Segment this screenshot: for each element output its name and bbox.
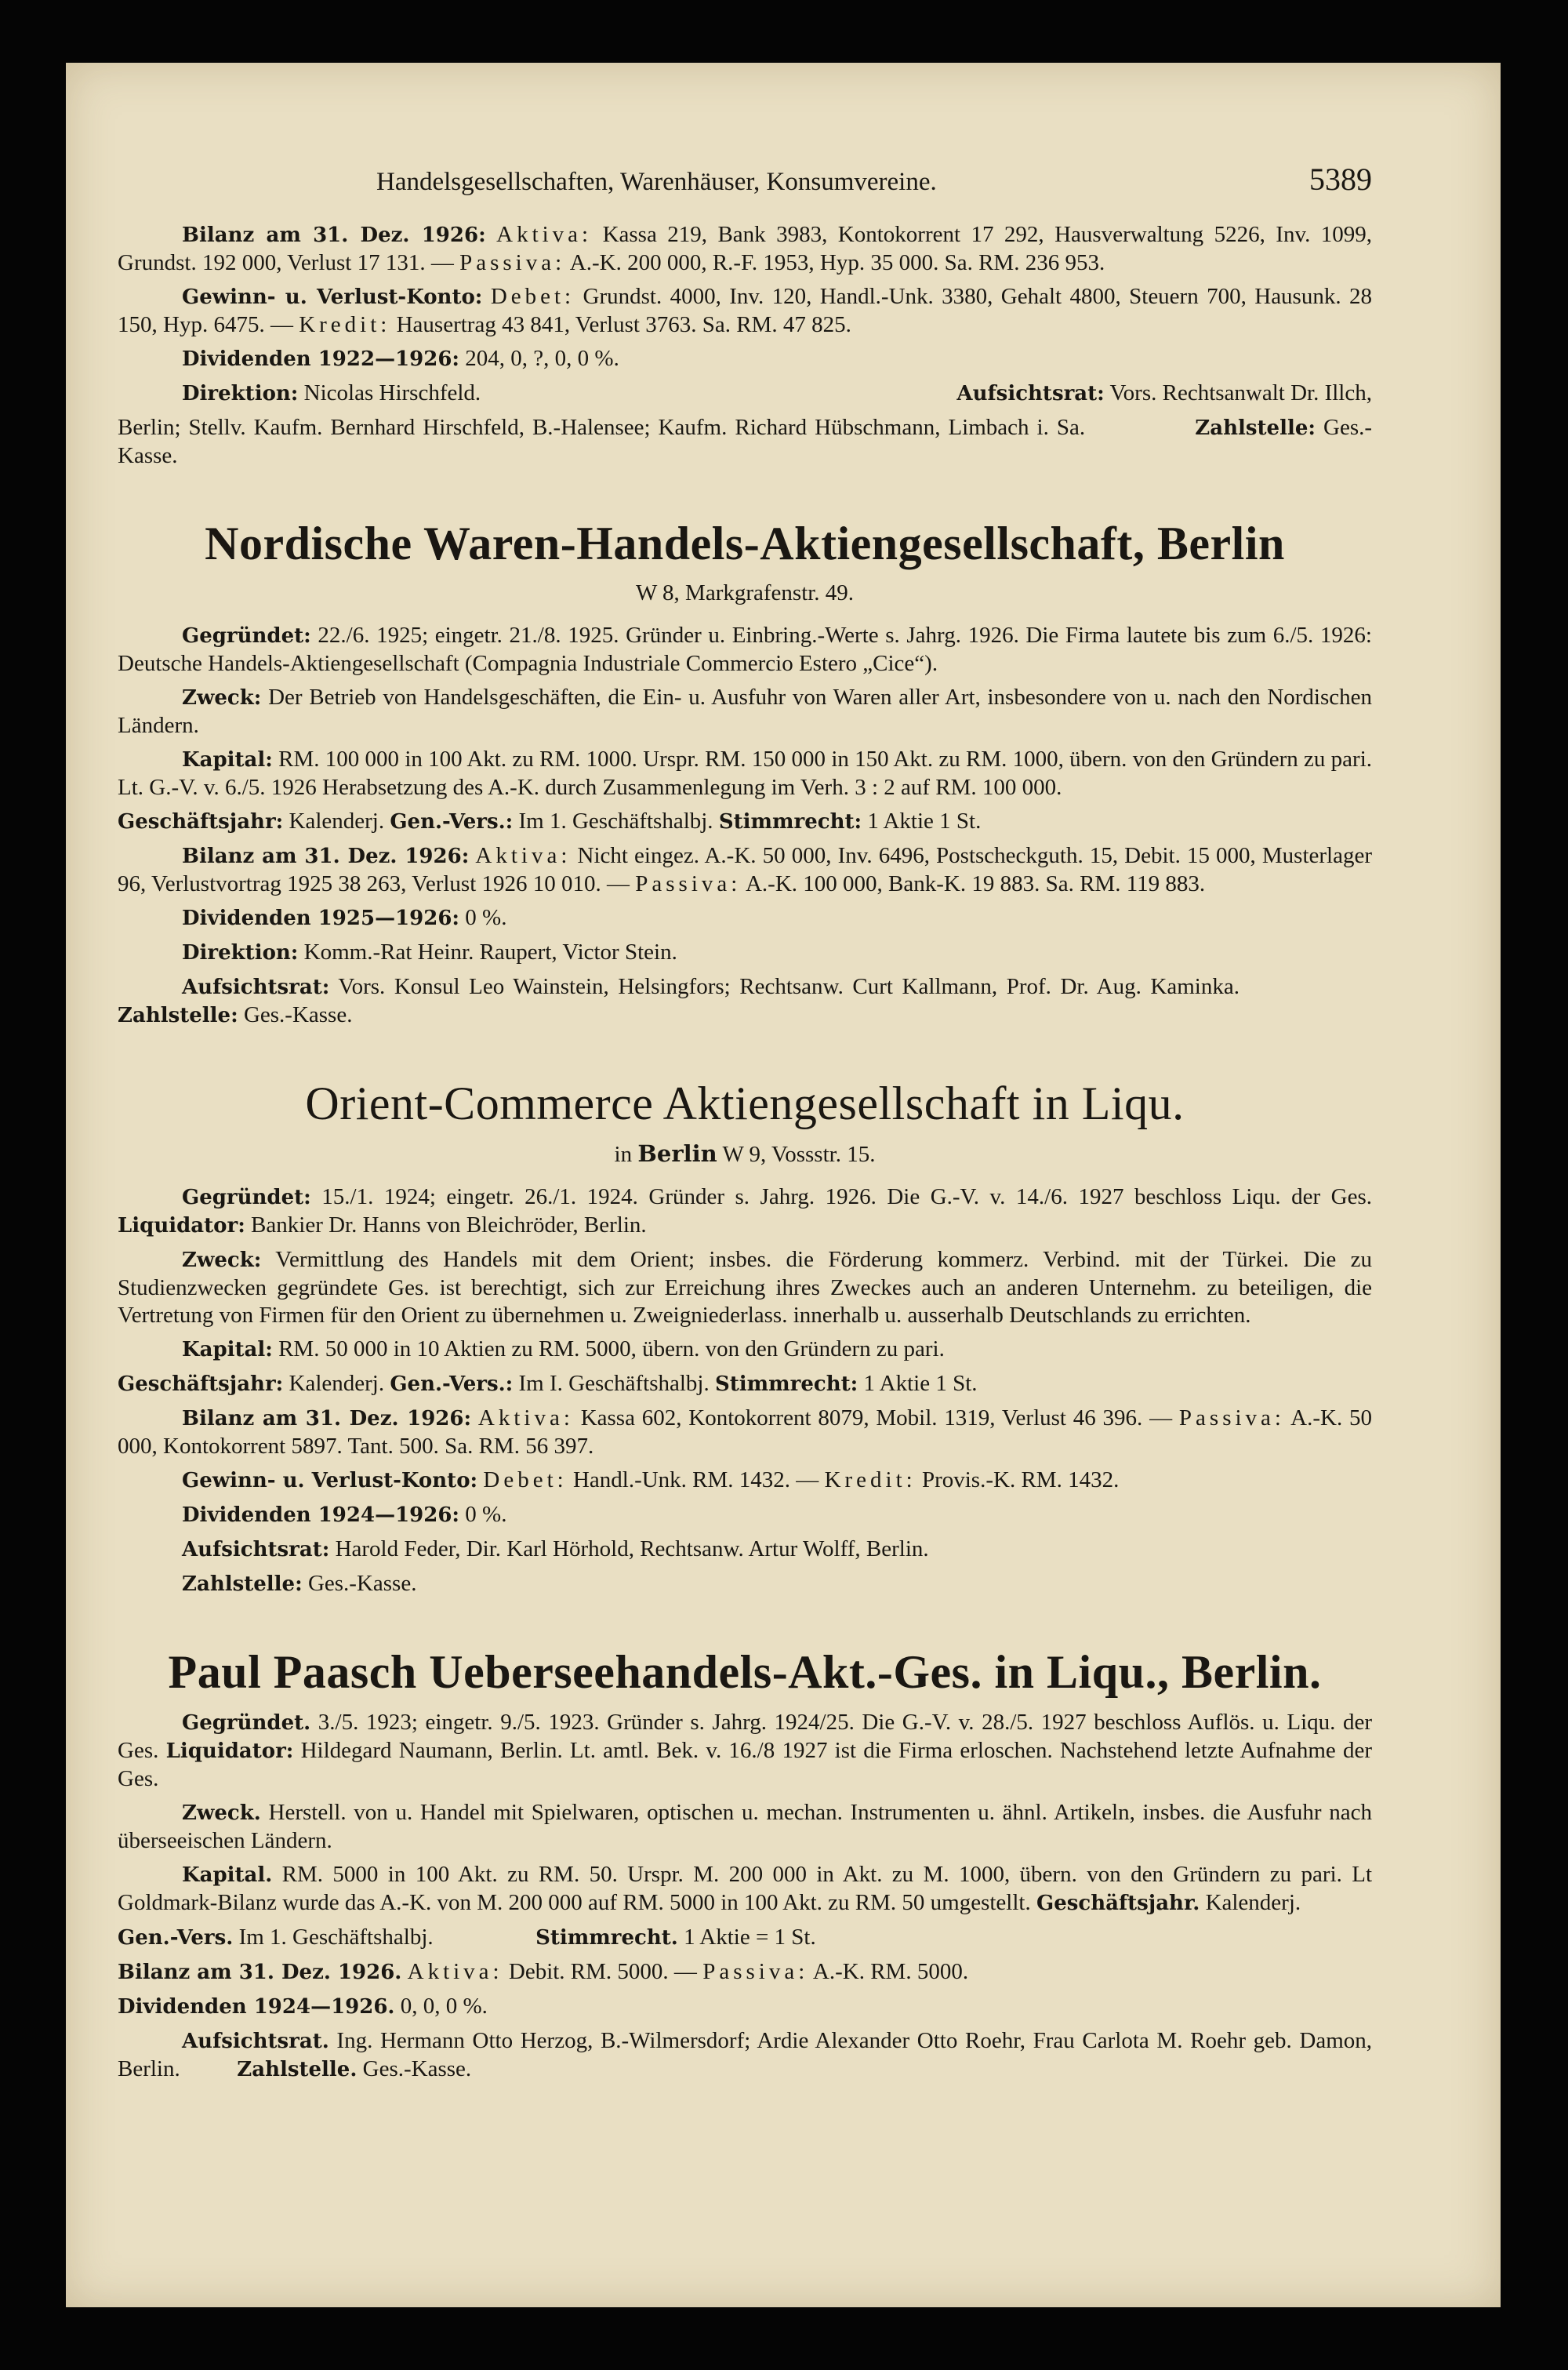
gegruendet-paragraph: Gegründet. 3./5. 1923; eingetr. 9./5. 1923. Gründer s. Jahrg. 1924/25. Die G.-V. v. 28./5. 1927 beschloss Auflös. u. Liqu. der Ges. Liquidator: Hildegard Naumann, Berlin. Lt. amtl. Bek. v. 16./8 1927 ist die Firma erloschen. Nachstehend letzte Aufnahme der Ges. (118, 1710, 1373, 1791)
kapital-paragraph: Kapital: RM. 100 000 in 100 Akt. zu RM. 1000. Urspr. RM. 150 000 in 150 Akt. zu RM. 1000, übern. von den Gründern zu pari. Lt. G.-V. v. 6./5. 1926 Herabsetzung des A.-K. durch Zusammenlegung im Verh. 3 : 2 auf RM. 100 000. (118, 747, 1373, 800)
kapital-paragraph: Kapital. RM. 5000 in 100 Akt. zu RM. 50. Urspr. M. 200 000 in Akt. zu M. 1000, übern. von den Gründern zu pari. Lt Goldmark-Bilanz wurde das A.-K. von M. 200 000 auf RM. 5000 in 100 Akt. zu RM. 50 umgestellt. Geschäftsjahr. Kalenderj. (118, 1862, 1373, 1915)
geschaeftsjahr-line: Geschäftsjahr: Kalenderj. Gen.-Vers.: Im I. Geschäftshalbj. Stimmrecht: 1 Aktie 1 St. (118, 1371, 978, 1396)
bilanz-paragraph: Bilanz am 31. Dez. 1926: Aktiva: Nicht eingez. A.-K. 50 000, Inv. 6496, Postscheckguth. 15, Debit. 15 000, Musterlager 96, Verlustvortrag 1925 38 263, Verlust 1926 10 010. — Passiva: A.-K. 100 000, Bank-K. 19 883. Sa. RM. 119 883. (118, 843, 1373, 896)
gegruendet-paragraph: Gegründet: 22./6. 1925; eingetr. 21./8. 1925. Gründer u. Einbring.-Werte s. Jahrg. 1926. Die Firma lautete bis zum 6./5. 1926: Deutsche Handels-Aktiengesellschaft (Compagnia Industriale Commercio Estero „Cice“). (118, 623, 1372, 676)
zweck-paragraph: Zweck. Herstell. von u. Handel mit Spielwaren, optischen u. mechan. Instrumenten u. ähnl. Artikeln, insbes. die Ausfuhr nach überseeischen Ländern. (118, 1800, 1373, 1853)
dividenden-paragraph: Dividenden 1924—1926: 0 %. (182, 1502, 507, 1527)
aufsichtsrat-paragraph: Aufsichtsrat. Ing. Hermann Otto Herzog, B.-Wilmersdorf; Ardie Alexander Otto Roehr, Frau Carlota M. Roehr geb. Damon, Berlin. Zahlstelle. Ges.-Kasse. (118, 2028, 1373, 2081)
direktion-aufsichtsrat-line: Direktion: Nicolas Hirschfeld. Aufsichtsrat: Vors. Rechtsanwalt Dr. Illch, (182, 380, 1372, 405)
entry-nordische (118, 517, 1372, 1030)
zweck-paragraph: Zweck: Der Betrieb von Handelsgeschäften, die Ein- u. Ausfuhr von Waren aller Art, insbesondere von u. nach den Nordischen Ländern. (118, 685, 1373, 738)
dividenden-paragraph: Dividenden 1925—1926: 0 %. (182, 905, 507, 930)
genvers-line: Gen.-Vers. Im 1. Geschäftshalbj. Stimmrecht. 1 Aktie = 1 St. (118, 1925, 816, 1950)
guv-paragraph: Gewinn- u. Verlust-Konto: Debet: Handl.-Unk. RM. 1432. — Kredit: Provis.-K. RM. 1432. (182, 1467, 1120, 1492)
header-title: Handelsgesellschaften, Warenhäuser, Konsumvereine. (376, 168, 937, 196)
running-header (376, 161, 1372, 198)
company-address: in Berlin W 9, Vossstr. 15. (614, 1140, 876, 1167)
company-name: Nordische Waren-Handels-Aktiengesellschaft, Berlin (205, 518, 1285, 569)
entry-paasch (118, 1645, 1372, 2084)
geschaeftsjahr-line: Geschäftsjahr: Kalenderj. Gen.-Vers.: Im 1. Geschäftshalbj. Stimmrecht: 1 Aktie 1 St. (118, 809, 982, 834)
bilanz-paragraph: Bilanz am 31. Dez. 1926: Aktiva: Kassa 602, Kontokorrent 8079, Mobil. 1319, Verlust 46 396. — Passiva: A.-K. 50 000, Kontokorrent 5897. Tant. 500. Sa. RM. 56 397. (118, 1405, 1373, 1459)
guv-paragraph: Gewinn- u. Verlust-Konto: Debet: Grundst. 4000, Inv. 120, Handl.-Unk. 3380, Gehalt 4800, Steuern 700, Hausunk. 28 150, Hyp. 6475. — Kredit: Hausertrag 43 841, Verlust 3763. Sa. RM. 47 825. (118, 284, 1372, 337)
bilanz-line: Bilanz am 31. Dez. 1926. Aktiva: Debit. RM. 5000. — Passiva: A.-K. RM. 5000. (118, 1959, 969, 1984)
dividenden-paragraph: Dividenden 1922—1926: 204, 0, ?, 0, 0 %. (182, 346, 619, 371)
company-address: W 8, Markgrafenstr. 49. (635, 580, 855, 605)
aufsichtsrat-paragraph: Aufsichtsrat: Harold Feder, Dir. Karl Hörhold, Rechtsanw. Artur Wolff, Berlin. (182, 1536, 929, 1561)
direktion-paragraph: Direktion: Komm.-Rat Heinr. Raupert, Victor Stein. (182, 940, 677, 965)
bilanz-paragraph: Bilanz am 31. Dez. 1926: Aktiva: Kassa 219, Bank 3983, Kontokorrent 17 292, Hausverwaltung 5226, Inv. 1099, Grundst. 192 000, Verlust 17 131. — Passiva: A.-K. 200 000, R.-F. 1953, Hyp. 35 000. Sa. RM. 236 953. (118, 222, 1373, 275)
zahlstelle-paragraph: Zahlstelle: Ges.-Kasse. (182, 1571, 417, 1596)
entry-previous (118, 221, 1372, 470)
entry-orient (118, 1077, 1372, 1598)
page-content (118, 161, 1372, 2090)
company-name: Paul Paasch Ueberseehandels-Akt.-Ges. in Liqu., Berlin. (168, 1646, 1322, 1698)
aufsichtsrat-continuation: Berlin; Stellv. Kaufm. Bernhard Hirschfeld, B.-Halensee; Kaufm. Richard Hübschmann, Limbach i. Sa. Zahlstelle: Ges.-Kasse. (118, 415, 1373, 468)
page-number: 5389 (1309, 162, 1372, 197)
kapital-paragraph: Kapital: RM. 50 000 in 10 Aktien zu RM. 5000, übern. von den Gründern zu pari. (182, 1336, 945, 1361)
aufsichtsrat-paragraph: Aufsichtsrat: Vors. Konsul Leo Wainstein, Helsingfors; Rechtsanw. Curt Kallmann, Prof. Dr. Aug. Kaminka. Zahlstelle: Ges.-Kasse. (118, 974, 1240, 1027)
dividenden-line: Dividenden 1924—1926. 0, 0, 0 %. (118, 1994, 488, 2019)
company-name: Orient-Commerce Aktiengesellschaft in Liqu. (305, 1078, 1185, 1129)
gegruendet-paragraph: Gegründet: 15./1. 1924; eingetr. 26./1. 1924. Gründer s. Jahrg. 1926. Die G.-V. v. 14./6. 1927 beschloss Liqu. der Ges. Liquidator: Bankier Dr. Hanns von Bleichröder, Berlin. (118, 1184, 1373, 1238)
zweck-paragraph: Zweck: Vermittlung des Handels mit dem Orient; insbes. die Förderung kommerz. Verbind. mit der Türkei. Die zu Studienzwecken gegründete Ges. ist berechtigt, sich zur Erreichung ihres Zweckes auch an anderen Unternehm. zu beteiligen, die Vertretung von Firmen für den Orient zu übernehmen u. Zweigniederlass. innerhalb u. ausserhalb Deutschlands zu errichten. (118, 1247, 1372, 1328)
